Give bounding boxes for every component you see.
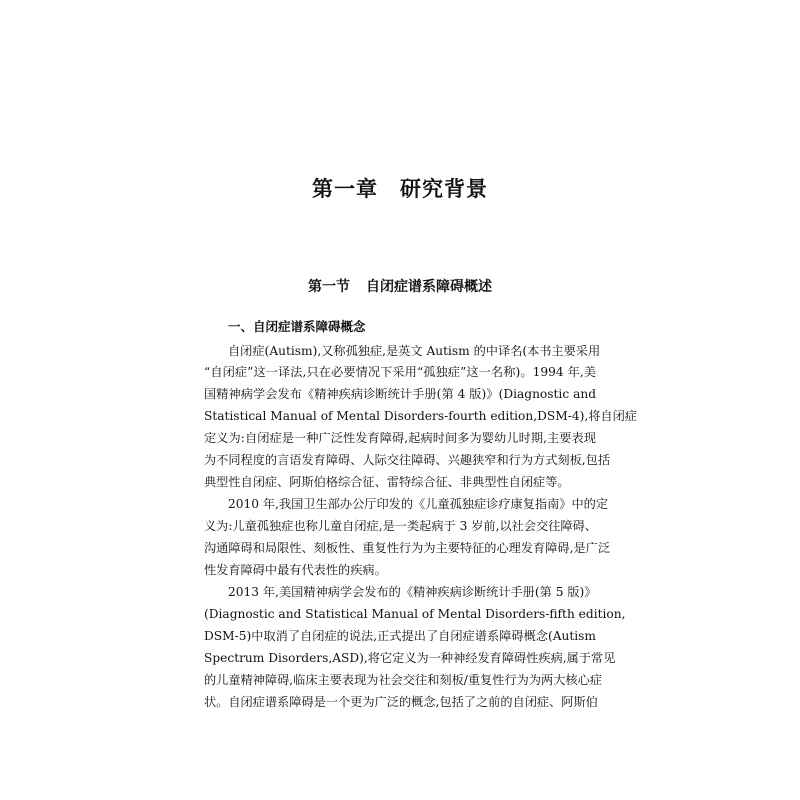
paragraph-1-line-2: “自闭症”这一译法,只在必要情况下采用“孤独症”这一名称)。1994 年,美 <box>204 365 596 379</box>
paragraph-3-line-3: DSM-5)中取消了自闭症的说法,正式提出了自闭症谱系障碍概念(Autism <box>204 629 596 643</box>
paragraph-1-line-1: 自闭症(Autism),又称孤独症,是英文 Autism 的中译名(本书主要采用 <box>228 344 601 358</box>
paragraph-3-line-2: (Diagnostic and Statistical Manual of Mental Disorders-fifth edition, <box>204 607 626 621</box>
paragraph-2-line-1: 2010 年,我国卫生部办公厅印发的《儿童孤独症诊疗康复指南》中的定 <box>228 497 609 511</box>
paragraph-1-line-5: 定义为:自闭症是一种广泛性发育障碍,起病时间多为婴幼儿时期,主要表现 <box>204 431 596 445</box>
section-title <box>0 277 800 297</box>
paragraph-2-line-3: 沟通障碍和局限性、刻板性、重复性行为为主要特征的心理发育障碍,是广泛 <box>204 541 611 555</box>
paragraph-1-line-3: 国精神病学会发布《精神疾病诊断统计手册(第 4 版)》(Diagnostic and <box>204 387 596 401</box>
section-name: 自闭症谱系障碍概述 <box>366 279 492 295</box>
subsection-heading: 一、自闭症谱系障碍概念 <box>228 319 366 334</box>
chapter-number: 第一章 <box>312 176 378 201</box>
paragraph-3-line-5: 的儿童精神障碍,临床主要表现为社会交往和刻板/重复性行为为两大核心症 <box>204 673 602 687</box>
paragraph-2-line-2: 义为:儿童孤独症也称儿童自闭症,是一类起病于 3 岁前,以社会交往障碍、 <box>204 519 597 533</box>
section-number: 第一节 <box>308 279 350 295</box>
paragraph-1-line-6: 为不同程度的言语发育障碍、人际交往障碍、兴趣狭窄和行为方式刻板,包括 <box>204 453 611 467</box>
paragraph-1-line-4: Statistical Manual of Mental Disorders-fourth edition,DSM-4),将自闭症 <box>204 409 637 423</box>
paragraph-3-line-4: Spectrum Disorders,ASD),将它定义为一种神经发育障碍性疾病,属于常见 <box>204 651 616 665</box>
paragraph-3-line-1: 2013 年,美国精神病学会发布的《精神疾病诊断统计手册(第 5 版)》 <box>228 585 597 599</box>
paragraph-2-line-4: 性发育障碍中最有代表性的疾病。 <box>204 563 387 577</box>
chapter-title <box>0 174 800 204</box>
paragraph-3-line-6: 状。自闭症谱系障碍是一个更为广泛的概念,包括了之前的自闭症、阿斯伯 <box>204 695 598 709</box>
chapter-name: 研究背景 <box>400 176 488 201</box>
paragraph-1-line-7: 典型性自闭症、阿斯伯格综合征、雷特综合征、非典型性自闭症等。 <box>204 475 570 489</box>
